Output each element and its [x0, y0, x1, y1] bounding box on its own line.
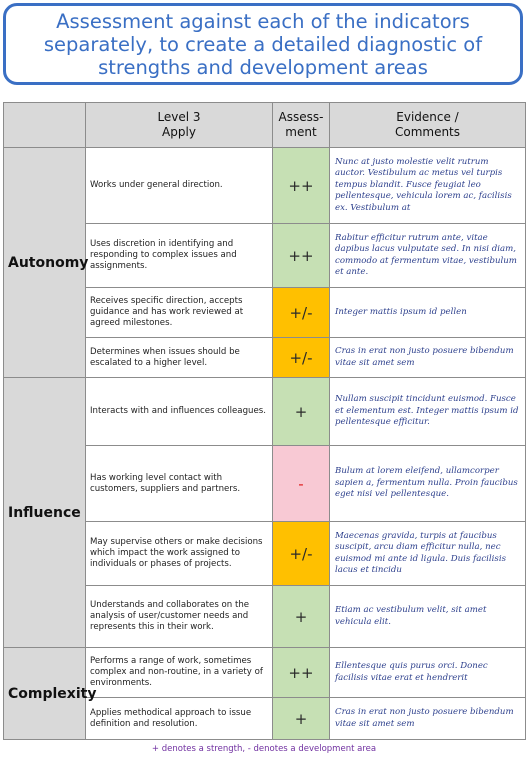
header-level [86, 103, 273, 148]
indicator-cell: Understands and collaborates on the analysis of user/customer needs and represents this in their work. [86, 586, 273, 648]
indicator-cell: Uses discretion in identifying and responding to complex issues and assignments. [86, 224, 273, 288]
assessment-cell: +/- [273, 288, 330, 338]
header-assess-line1: Assess- [278, 110, 324, 124]
evidence-cell: Etiam ac vestibulum velit, sit amet vehicula elit. [330, 586, 526, 648]
indicator-cell: May supervise others or make decisions which impact the work assigned to individuals or phases of projects. [86, 522, 273, 586]
evidence-cell: Cras in erat non justo posuere bibendum vitae sit amet sem [330, 698, 526, 740]
assessment-cell: + [273, 698, 330, 740]
table-row [4, 648, 526, 698]
indicator-cell: Has working level contact with customers, suppliers and partners. [86, 446, 273, 522]
evidence-cell: Nullam suscipit tincidunt euismod. Fusce et elementum est. Integer mattis ipsum id pellentesque efficitur. [330, 378, 526, 446]
evidence-cell: Nunc at justo molestie velit rutrum auctor. Vestibulum ac metus vel turpis tempus blandit. Fusce feugiat leo pellentesque, vehicula lorem ac, facilisis ex. Vestibulum at [330, 148, 526, 224]
header-corner-cell [4, 103, 86, 148]
evidence-cell: Ellentesque quis purus orci. Donec facilisis vitae erat et hendrerit [330, 648, 526, 698]
evidence-cell: Integer mattis ipsum id pellen [330, 288, 526, 338]
header-level-line2: Apply [162, 125, 196, 139]
assessment-cell: + [273, 586, 330, 648]
header-level-line1: Level 3 [157, 110, 201, 124]
category-complexity: Complexity [4, 648, 86, 740]
header-assess-line2: ment [285, 125, 317, 139]
evidence-cell: Maecenas gravida, turpis at faucibus suscipit, arcu diam efficitur nulla, nec euismod mi ante id ligula. Duis facilisis lacus et tincidu [330, 522, 526, 586]
assessment-cell: - [273, 446, 330, 522]
header-assessment [273, 103, 330, 148]
indicator-cell: Determines when issues should be escalated to a higher level. [86, 338, 273, 378]
assessment-cell: ++ [273, 148, 330, 224]
category-autonomy: Autonomy [4, 148, 86, 378]
table-row [4, 378, 526, 446]
header-evidence-line1: Evidence / [396, 110, 459, 124]
indicator-cell: Performs a range of work, sometimes complex and non-routine, in a variety of environments. [86, 648, 273, 698]
indicator-cell: Interacts with and influences colleagues. [86, 378, 273, 446]
evidence-cell: Cras in erat non justo posuere bibendum vitae sit amet sem [330, 338, 526, 378]
legend-footnote: + denotes a strength, - denotes a development area [151, 744, 377, 754]
assessment-cell: ++ [273, 648, 330, 698]
page-title-text: Assessment against each of the indicators separately, to create a detailed diagnostic of strengths and development areas [43, 9, 483, 79]
indicator-cell: Applies methodical approach to issue definition and resolution. [86, 698, 273, 740]
indicator-cell: Works under general direction. [86, 148, 273, 224]
table-row [4, 148, 526, 224]
assessment-table [3, 102, 526, 740]
assessment-cell: ++ [273, 224, 330, 288]
header-evidence-line2: Comments [394, 125, 461, 139]
assessment-cell: +/- [273, 338, 330, 378]
evidence-cell: Rabitur efficitur rutrum ante, vitae dapibus lacus vulputate sed. In nisi diam, commodo at fermentum vitae, vestibulum et ante. [330, 224, 526, 288]
assessment-cell: + [273, 378, 330, 446]
table-header-row [4, 103, 526, 148]
indicator-cell: Receives specific direction, accepts guidance and has work reviewed at agreed milestones. [86, 288, 273, 338]
page-title [3, 3, 523, 85]
header-evidence [330, 103, 526, 148]
assessment-cell: +/- [273, 522, 330, 586]
evidence-cell: Bulum at lorem eleifend, ullamcorper sapien a, fermentum nulla. Proin faucibus eget nisi vel pellentesque. [330, 446, 526, 522]
category-influence: Influence [4, 378, 86, 648]
